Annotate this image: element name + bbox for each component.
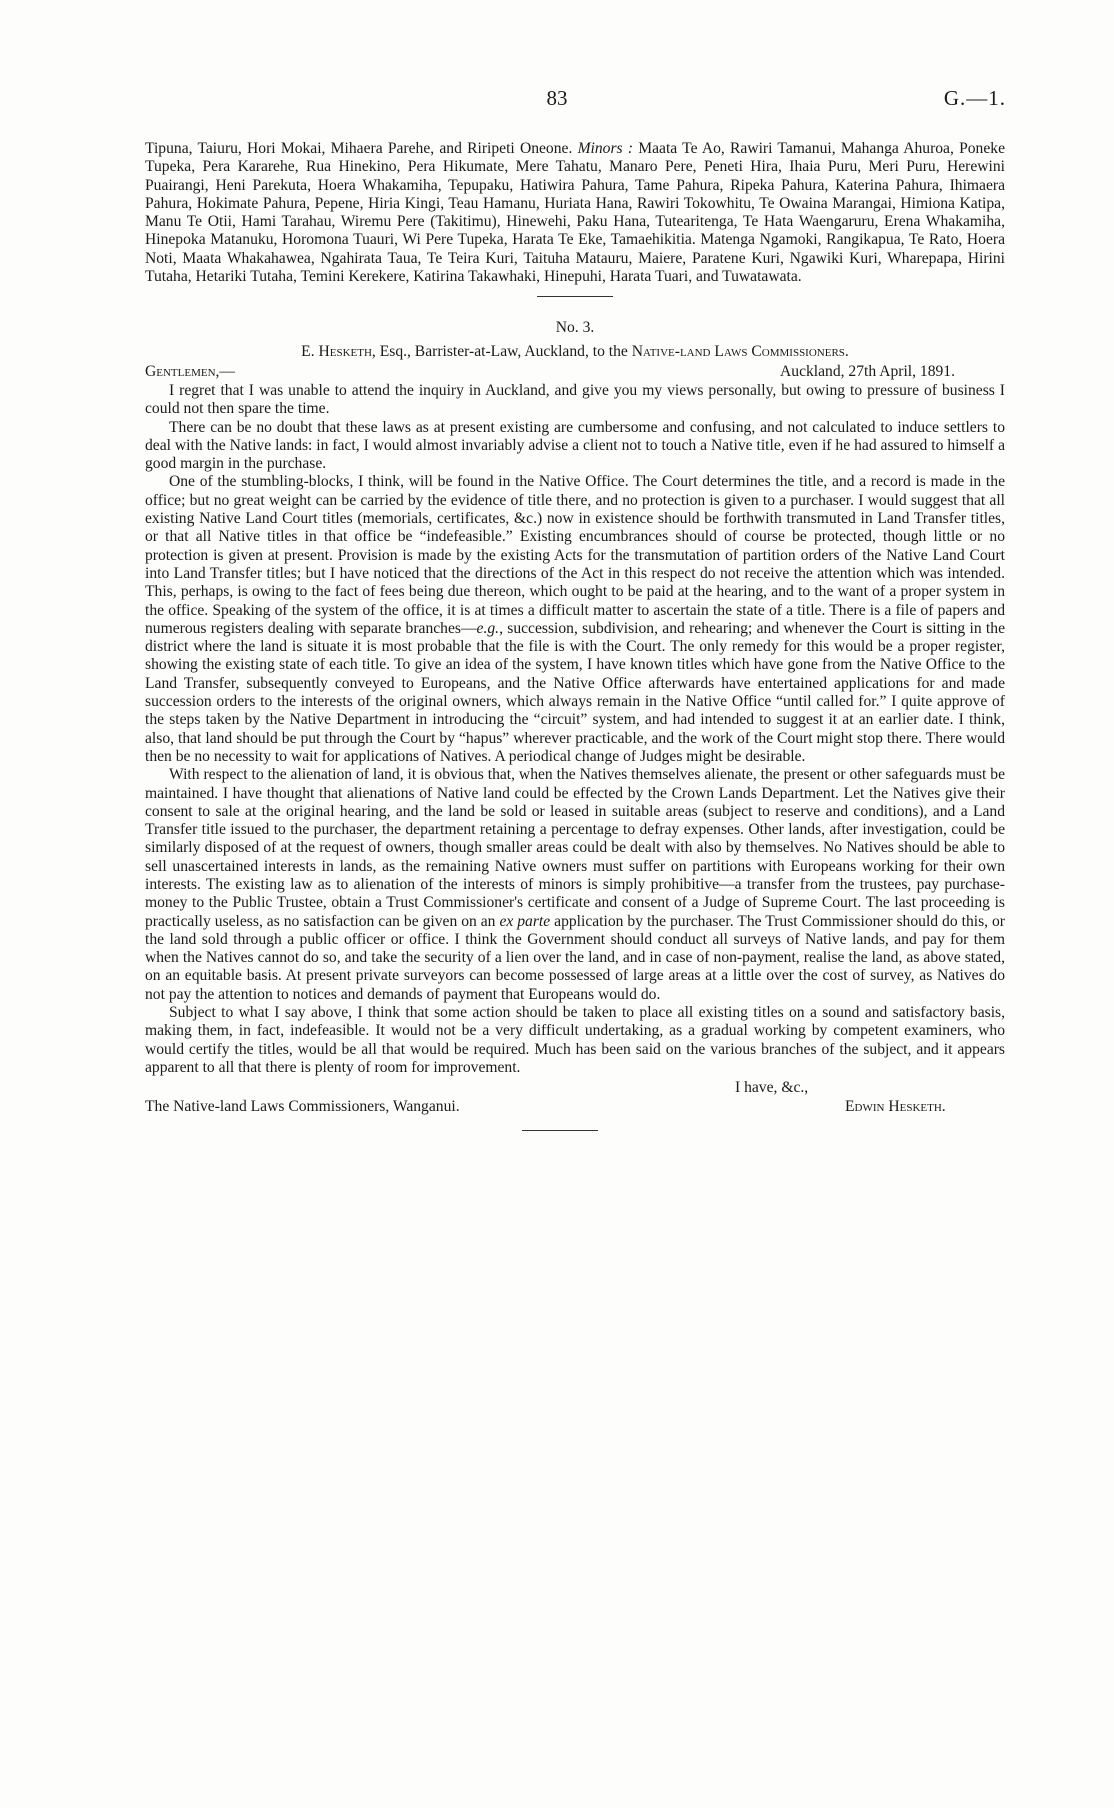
page-header [0, 86, 1114, 116]
signature-row [145, 1098, 1005, 1118]
author-name: E. Hesketh [301, 342, 372, 360]
letter-number: No. 3. [555, 319, 595, 337]
letter-title: E. Hesketh, Esq., Barrister-at-Law, Auckland, to the Native-land Laws Commissioners. [301, 342, 849, 360]
closing: I have, &c., [735, 1079, 809, 1097]
paragraph-4: With respect to the alienation of land, it is obvious that, when the Natives themselves alienate, the present or other safeguards must be maintained. I have thought that alienations of Native land could be effected by the Crown Lands Department. Let the Natives give their consent to sale at the original hearing, and the land be sold or leased in suitable areas (subject to reserve and conditions), and a Land Transfer title issued to the purchaser, the department retaining a percentage to defray expenses. Other lands, after investigation, could be similarly disposed of at the request of owners, though smaller areas could be dealt with also by themselves. No Natives should be able to sell unascertained interests in lands, as the remaining Native owners must suffer on partitions with Europeans working for their own interests. The existing law as to alienation of the interests of minors is simply prohibitive—a transfer from the trustees, pay purchase-money to the Public Trustee, obtain a Trust Commissioner's certificate and consent of a Judge of Supreme Court. The last proceeding is practically useless, as no satisfaction can be given on an ex parte application by the purchaser. The Trust Commissioner should do this, or the land sold through a public officer or office. I think the Government should conduct all surveys of Native lands, and pay for them when the Natives cannot do so, and take the security of a lien over the land, and in case of non-payment, realise the land, as above stated, on an equitable basis. At present private surveyors can become possessed of large areas at a little over the cost of survey, as Natives do not pay the attention to notices and demands of payment that Europeans would do. [145, 766, 1005, 1003]
signature: Edwin Hesketh. [845, 1098, 946, 1116]
document-code: G.—1. [943, 86, 1006, 110]
paragraph-1: I regret that I was unable to attend the inquiry in Auckland, and give you my views personally, but owing to pressure of business I could not then spare the time. [145, 381, 1005, 418]
end-divider [522, 1130, 598, 1131]
minors-label: Minors : [577, 140, 634, 157]
continuation-paragraph: Tipuna, Taiuru, Hori Mokai, Mihaera Parehe, and Riripeti Oneone. Minors : Maata Te Ao, Rawiri Tamanui, Mahanga Ahuroa, Poneke Tupeka, Pera Kararehe, Rua Hinekino, Pera Hikumate, Mere Tahatu, Manaro Pere, Peneti Hira, Ihaia Puru, Meri Puru, Herewini Puairangi, Heni Parekuta, Hoera Whakamiha, Tepupaku, Hatiwira Pahura, Tame Pahura, Ripeka Pahura, Katerina Pahura, Ihimaera Pahura, Hokimate Pahura, Pepene, Hiria Kingi, Teau Hamanu, Huriata Hana, Rawiri Tokowhitu, Te Owaina Marangai, Himiona Katipa, Manu Te Otii, Hami Tarahau, Wiremu Pere (Takitimu), Hinewehi, Paku Hana, Tutearitenga, Te Hata Waengaruru, Erena Whakamiha, Hinepoka Matanuku, Horomona Tuauri, Wi Pere Tupeka, Harata Te Eke, Tamaehikitia. Matenga Ngamoki, Rangikapua, Te Rato, Hoera Noti, Maata Whakahawea, Ngahirata Taua, Te Teira Kuri, Taituha Matauru, Maiere, Paratene Kuri, Ngawiki Kuri, Wharepapa, Hirini Tutaha, Hetariki Tutaha, Temini Kerekere, Katirina Takawhaki, Hinepuhi, Harata Tuari, and Tuwatawata. [145, 140, 1005, 286]
closing-row [145, 1079, 1005, 1098]
paragraph-2: There can be no doubt that these laws as at present existing are cumbersome and confusing, and not calculated to induce settlers to deal with the Native lands: in fact, I would almost invariably advise a client not to touch a Native title, even if he had assured to himself a good margin in the purchase. [145, 418, 1005, 473]
paragraph-5: Subject to what I say above, I think that some action should be taken to place all existing titles on a sound and satisfactory basis, making them, in fact, indefeasible. It would not be a very difficult undertaking, as a gradual working by competent examiners, who would certify the titles, would be all that would be required. Much has been said on the various branches of the subject, and it appears apparent to all that there is plenty of room for improvement. [145, 1004, 1005, 1076]
salutation-row [145, 363, 1005, 382]
section-divider [537, 296, 613, 297]
place-date: Auckland, 27th April, 1891. [780, 362, 955, 380]
page-number: 83 [546, 86, 568, 110]
recipient-title: Native-land Laws Commissioners. [631, 342, 849, 360]
paragraph-3: One of the stumbling-blocks, I think, will be found in the Native Office. The Court determines the title, and a record is made in the office; but no great weight can be carried by the evidence of title there, and no protection is given to a purchaser. I would suggest that all existing Native Land Court titles (memorials, certificates, &c.) now in existence should be forthwith transmuted in Land Transfer titles, or that all Native titles in that office be “indefeasible.” Existing encumbrances should of course be protected, though little or no protection is given at present. Provision is made by the existing Acts for the transmutation of partition orders of the Native Land Court into Land Transfer titles; but I have noticed that the directions of the Act in this respect do not receive the attention which was intended. This, perhaps, is owing to the fact of fees being due thereon, which ought to be paid at the hearing, and to the want of a proper system in the office. Speaking of the system of the office, it is at times a difficult matter to ascertain the state of a title. There is a file of papers and numerous registers dealing with separate branches—e.g., succession, subdivision, and rehearing; and whenever the Court is sitting in the district where the land is situate it is most probable that the file is with the Court. The only remedy for this would be a proper register, showing the existing state of each title. To give an idea of the system, I have known titles which have gone from the Native Office to the Land Transfer, subsequently conveyed to Europeans, and the Native Office afterwards have entertained applications for and made succession orders to the interests of the original owners, which always remain in the Native Office “until called for.” I quite approve of the steps taken by the Native Department in introducing the “circuit” system, and had intended to suggest it at an earlier date. I think, also, that land should be put through the Court by “hapus” wherever practicable, and the work of the Court might stop there. There would then be no necessity to wait for applications of Natives. A periodical change of Judges might be desirable. [145, 473, 1005, 765]
document-body [145, 140, 1005, 1131]
salutation: Gentlemen,— [145, 362, 236, 380]
addressee: The Native-land Laws Commissioners, Wanganui. [145, 1098, 460, 1116]
